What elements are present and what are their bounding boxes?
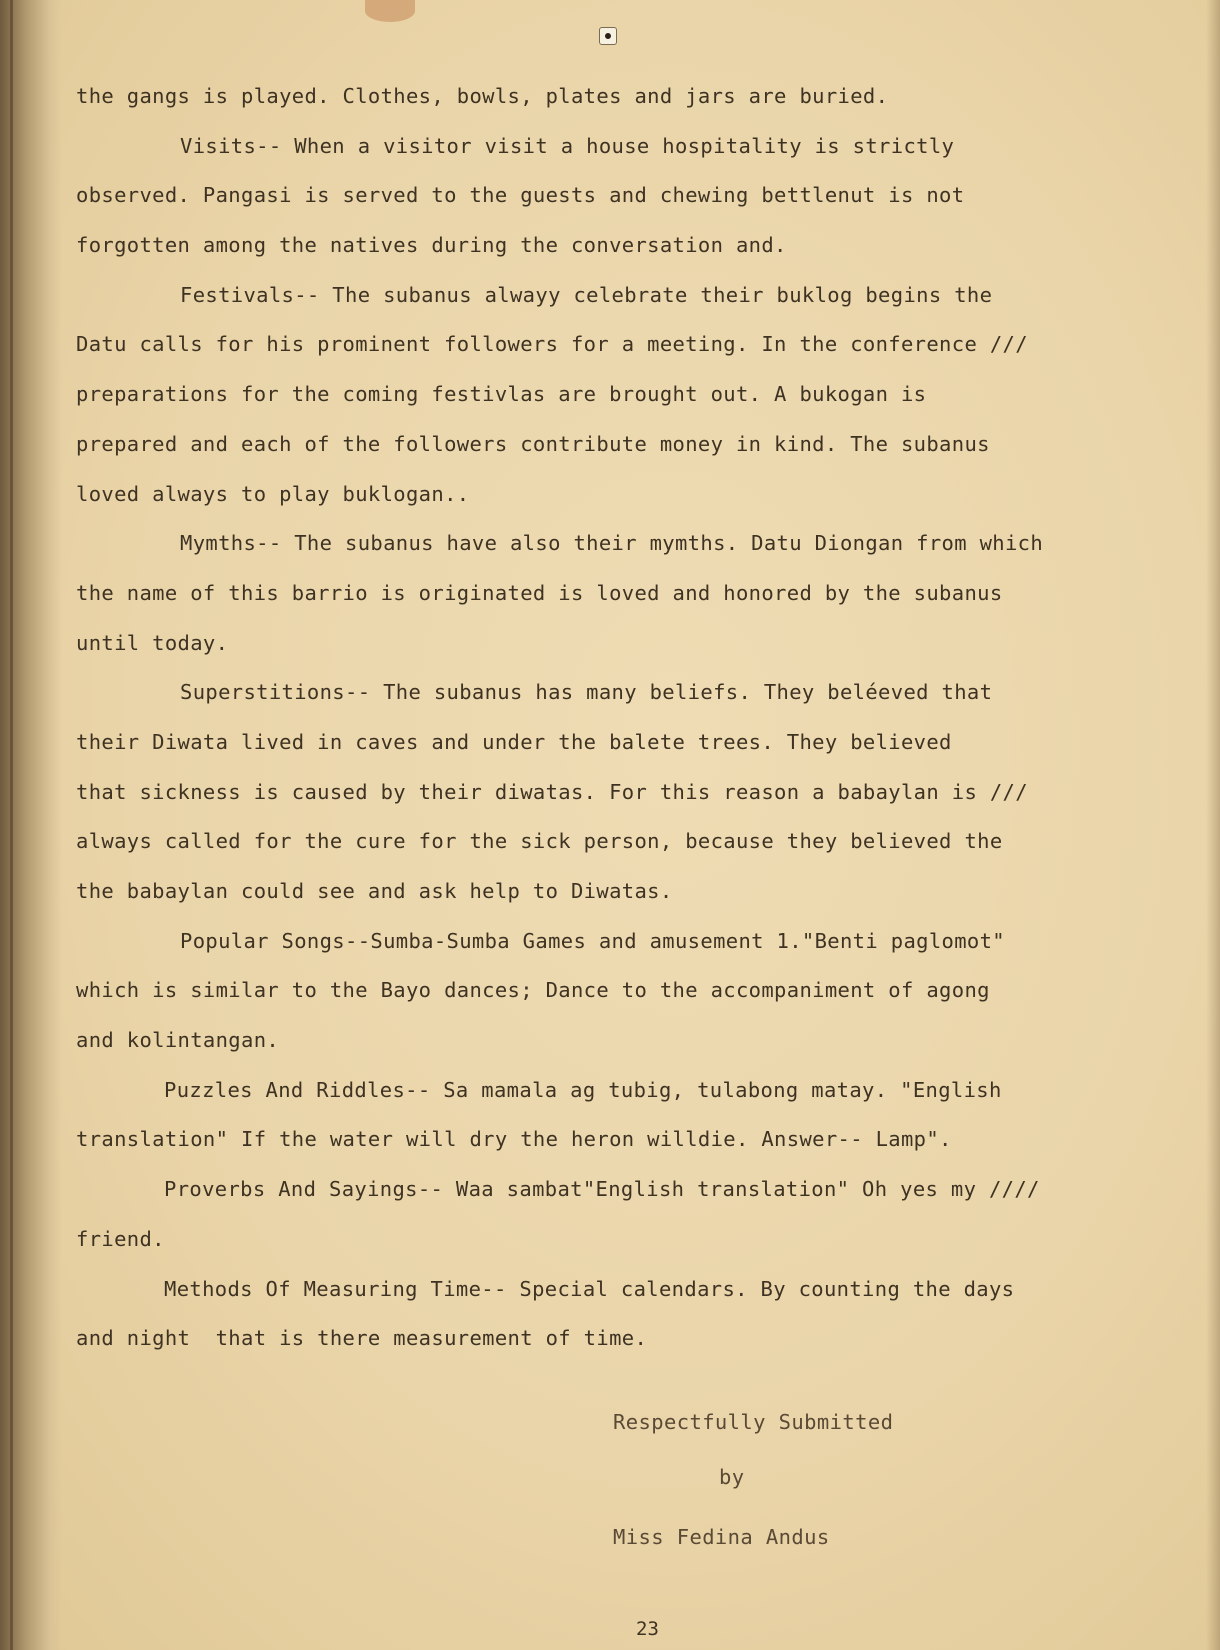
text-line: loved always to play buklogan.. — [76, 481, 470, 506]
text-line: which is similar to the Bayo dances; Dance to the accompaniment of agong — [76, 978, 990, 1003]
typed-text-body — [76, 72, 1176, 1364]
paragraph-festivals — [76, 271, 1176, 519]
text-line: Popular Songs--Sumba-Sumba Games and amusement 1."Benti paglomot" — [180, 928, 1005, 953]
text-line: forgotten among the natives during the conversation and. — [76, 233, 787, 258]
text-line: Visits-- When a visitor visit a house hospitality is strictly — [180, 133, 955, 158]
page-edge-shadow — [1206, 0, 1220, 1650]
paragraph-proverbs — [76, 1165, 1176, 1264]
paper-stain — [365, 0, 415, 22]
text-line: Superstitions-- The subanus has many beliefs. They beléeved that — [180, 680, 993, 705]
text-line: Mymths-- The subanus have also their mymths. Datu Diongan from which — [180, 531, 1044, 556]
text-line: Methods Of Measuring Time-- Special calendars. By counting the days — [164, 1276, 1015, 1301]
text-line: the gangs is played. Clothes, bowls, plates and jars are buried. — [76, 84, 889, 108]
text-line: observed. Pangasi is served to the guests and chewing bettlenut is not — [76, 183, 965, 208]
paragraph-puzzles-riddles — [76, 1066, 1176, 1165]
text-line: Datu calls for his prominent followers for a meeting. In the conference /// — [76, 332, 1028, 357]
closing-text: Respectfully Submitted — [613, 1410, 894, 1434]
text-line: the babaylan could see and ask help to Diwatas. — [76, 879, 673, 903]
binding-edge — [10, 0, 13, 1650]
text-line: that sickness is caused by their diwatas. For this reason a babaylan is /// — [76, 779, 1028, 804]
paragraph-myths — [76, 519, 1176, 668]
paragraph-measuring-time — [76, 1265, 1176, 1364]
text-line: Puzzles And Riddles-- Sa mamala ag tubig, tulabong matay. "English — [164, 1077, 1002, 1102]
text-line: and kolintangan. — [76, 1028, 280, 1053]
text-line: and night that is there measurement of time. — [76, 1326, 648, 1351]
punch-hole-icon — [599, 27, 617, 45]
text-line: Proverbs And Sayings-- Waa sambat"English translation" Oh yes my //// — [164, 1177, 1040, 1202]
text-line: translation" If the water will dry the heron willdie. Answer-- Lamp". — [76, 1127, 952, 1152]
text-line: their Diwata lived in caves and under the balete trees. They believed — [76, 729, 952, 754]
paragraph-popular-songs — [76, 917, 1176, 1066]
text-line: the name of this barrio is originated is loved and honored by the subanus — [76, 580, 1003, 605]
paragraph-intro-burial — [76, 72, 1176, 122]
author-name: Miss Fedina Andus — [613, 1525, 830, 1549]
page-number: 23 — [636, 1618, 659, 1640]
paragraph-visits — [76, 122, 1176, 271]
text-line: friend. — [76, 1226, 165, 1251]
paragraph-superstitions — [76, 668, 1176, 916]
text-line: prepared and each of the followers contribute money in kind. The subanus — [76, 431, 990, 456]
text-line: preparations for the coming festivlas are brought out. A bukogan is — [76, 382, 927, 407]
text-line: until today. — [76, 630, 229, 655]
text-line: Festivals-- The subanus alwayy celebrate their buklog begins the — [180, 282, 993, 307]
by-text: by — [719, 1465, 745, 1489]
text-line: always called for the cure for the sick person, because they believed the — [76, 829, 1003, 854]
